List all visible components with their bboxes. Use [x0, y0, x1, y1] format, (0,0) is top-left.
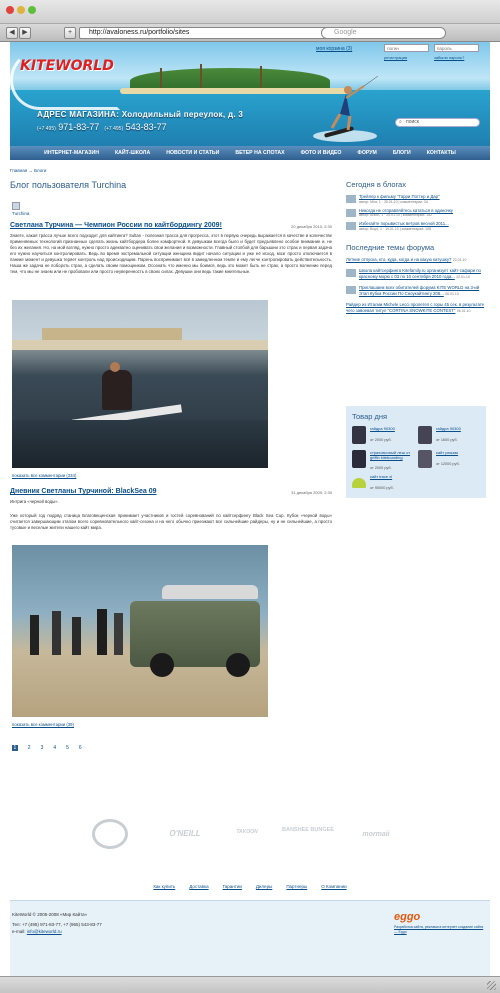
product-name[interactable]: кайт trace xl: [370, 474, 393, 479]
forum-item[interactable]: [346, 257, 490, 263]
phone2-code: (+7 495): [104, 126, 124, 132]
buildings-graphic: [42, 328, 182, 340]
blogs-today-title: Сегодня в блогах: [346, 180, 406, 189]
show-comments-link-1[interactable]: показать все комментарии (334): [12, 473, 77, 478]
shore-graphic: [12, 340, 268, 350]
product-card[interactable]: [352, 450, 412, 470]
footer-link-warranty[interactable]: Гарантии: [222, 884, 242, 889]
forum-item-title[interactable]: Приглашаем всех обитателей форума KITE WORLD на 3-ий Этап Кубка России По Сноукайтингу 206...: [359, 284, 480, 296]
page-1[interactable]: 1: [13, 745, 17, 751]
water-graphic: [12, 420, 268, 468]
main-content: [10, 180, 332, 190]
forum-item-date: 06.01.10: [445, 291, 459, 296]
forum-item[interactable]: [346, 285, 490, 297]
kitesurfer-graphic: [310, 76, 380, 146]
blog-item-title[interactable]: Никогда не отправляйтесь кататься в одиночку: [359, 207, 453, 213]
backpack-image: [418, 450, 432, 468]
blog-item-title[interactable]: Трейлер к фильму "Гарри Поттер и Дар": [359, 194, 440, 199]
pagination: [12, 745, 82, 751]
blog-thumb: [346, 195, 356, 203]
forum-thumb: [346, 286, 356, 294]
email-label: e-mail:: [12, 929, 26, 934]
post-title-2[interactable]: Дневник Светланы Турчиной: BlackSea 09: [10, 488, 157, 495]
blog-thumb: [346, 209, 356, 217]
post-body-1: Знаете, какая трасса лучше всего подходит для кайтинга? Sultan - полезная трасса для прогресса, этот в первую очередь выражается в качестве и количестве применяемых технологий признанных сделать жизнь кайтбордера более комфортной. К девушкам всегда было и будет предъявлено особое внимание и, не без их желания. Но, на мой взгляд, нужно просто адекватно оценивать свои желания и возможности. Главный столбой для барышни это страх и первая задача его нужно научиться контролировать. Ведь во время экстремальной ситуации женщина видит начало ситуации и уже её исход, мозг просто отключается в панике момент и девушка теряет контроль над происходящим. Парень воспринимает всё в замедленном темпе и ему легче контролировать действительность. Наша же задача не побороть страх, а сделать своим помощником. Осознать что именно мы боимся, ведь это может быть не страх, а просто волнение перед тем, что мы не знаем или не пробовали или просто неуверенность в своих силах. Девушки они ведь такие мнительные.: [10, 233, 332, 274]
person-graphic: [72, 617, 81, 655]
footer-phones: Тел: +7 (495) 971-83-77, +7 (965) 543-83-77: [12, 922, 102, 927]
forgot-password-link[interactable]: забыли пароль?: [434, 55, 465, 60]
footer-link-delivery[interactable]: Доставка: [189, 884, 209, 889]
main-menu: [10, 146, 490, 160]
phone1: 971-83-77: [58, 122, 100, 132]
resize-grip-icon[interactable]: [487, 981, 496, 990]
product-card[interactable]: [418, 426, 478, 446]
product-price: от 2000 руб.: [370, 466, 392, 470]
menu-item-contacts[interactable]: КОНТАКТЫ: [426, 150, 456, 156]
password-input[interactable]: [434, 44, 479, 52]
site-search-input[interactable]: [395, 118, 480, 127]
product-card[interactable]: [418, 450, 478, 470]
cart-link[interactable]: моя корзина (3): [316, 46, 353, 52]
blog-thumb: [346, 222, 356, 230]
post-body-2: Уже который год подряд станица Благовещенская принимает участников и гостей соревнований по кайтсерфингу Black Sea Cup. Кубок «черной воды» считается завершающим этапом всего соревновательного кайт-сезона и на него обычно приезжают все сильнейшие райдеры, ну и не сильнейшие, а просто тусовые и веселые жители нашего кайт мира.: [10, 513, 332, 530]
menu-item-school[interactable]: КАЙТ-ШКОЛА: [114, 150, 151, 156]
wetsuit-image: [352, 426, 366, 444]
car-wheel-graphic: [150, 653, 174, 677]
footer-link-dealers[interactable]: Дилеры: [255, 884, 273, 889]
footer-link-about[interactable]: О Компании: [321, 884, 347, 889]
person-graphic: [52, 611, 61, 655]
address-bar[interactable]: http://avaloness.ru/portfolio/sites: [79, 27, 379, 39]
store-address: АДРЕС МАГАЗИНА: Холодильный переулок, д. 3: [37, 110, 244, 119]
blog-item-meta: автор: Mira, 1 · 25.01.10 | комментарии: 34: [359, 199, 428, 204]
blog-item[interactable]: [346, 208, 490, 218]
close-window-icon[interactable]: [6, 6, 14, 14]
add-bookmark-button[interactable]: +: [64, 27, 76, 39]
footer-link-partners[interactable]: Партнеры: [286, 884, 308, 889]
footer-email-row: [12, 928, 102, 935]
brand-swirl-logo[interactable]: [92, 819, 128, 849]
brand-banshee-logo[interactable]: BANSHEE BUNGEE: [282, 827, 334, 833]
forward-button[interactable]: ▶: [19, 27, 31, 39]
product-of-day-title: Товар дня: [352, 412, 388, 421]
eggo-logo[interactable]: eggo: [394, 911, 421, 923]
palm-graphic: [200, 64, 202, 90]
page-title: Блог пользователя Turchina: [10, 180, 127, 190]
person-graphic: [114, 613, 123, 655]
product-card[interactable]: [352, 426, 412, 446]
product-name[interactable]: кайт рюкзак: [436, 450, 459, 455]
kiter-graphic: [102, 370, 132, 410]
site-footer: [10, 900, 490, 976]
page-6[interactable]: 6: [78, 745, 82, 751]
brand-logos: [10, 817, 490, 857]
product-card[interactable]: [352, 474, 412, 494]
browser-toolbar: [0, 24, 500, 42]
avatar[interactable]: [12, 202, 20, 210]
post-intro-2: Интрига «черной воды».: [10, 499, 59, 504]
sidebar: [346, 180, 490, 314]
wetsuit-image: [418, 426, 432, 444]
roof-box-graphic: [162, 585, 258, 599]
menu-item-shop[interactable]: ИНТЕРНЕТ-МАГАЗИН: [44, 150, 99, 156]
show-comments-link-2[interactable]: показать все комментарии (39): [12, 722, 74, 727]
blog-item[interactable]: [346, 221, 490, 231]
person-graphic: [30, 615, 39, 655]
car-wheel-graphic: [226, 653, 250, 677]
store-phones: [37, 122, 167, 132]
footer-contacts: [12, 911, 102, 935]
blog-item-meta: автор: Boyd, 1 · 19.01.10 | комментарии: 108: [359, 226, 431, 231]
menu-item-wind[interactable]: ВЕТЕР НА СПОТАХ: [235, 150, 285, 156]
forum-item[interactable]: [346, 268, 490, 280]
palm-graphic: [260, 66, 262, 90]
copyright: KiteWorld © 2005-2008 «Мир Кайта»: [12, 912, 88, 917]
kite-image: [352, 478, 366, 488]
author-link[interactable]: Turchina: [12, 211, 30, 216]
site-logo[interactable]: KITEWORLD: [20, 58, 114, 74]
back-button[interactable]: ◀: [6, 27, 18, 39]
post-title-1[interactable]: Светлана Турчина — Чемпион России по кайтбордингу 2009!: [10, 222, 222, 229]
forum-item-title[interactable]: Райдер из Италии Michele Lecci пролетел с горы 45 сек. в результате чего завоевал титул "CORTINA SNOWKITE CONTEST": [346, 301, 485, 313]
kiter-head-graphic: [110, 362, 120, 372]
web-page: [10, 42, 490, 976]
site-search-placeholder: поиск: [406, 119, 419, 125]
brand-takoon-logo[interactable]: TAKOON: [236, 829, 258, 835]
post-photo-1[interactable]: [12, 300, 268, 468]
phone2: 543-83-77: [125, 122, 167, 132]
palm-graphic: [160, 68, 162, 90]
login-input[interactable]: [384, 44, 429, 52]
forum-item-title[interactable]: Летние отпуска, кто, куда, когда и на какую катушку?: [346, 256, 452, 262]
product-price: от 2000 руб.: [370, 438, 392, 442]
forum-item-title[interactable]: Школа кайтсерфинга Kitefamily.ru организует кайт-сафари по красному морю с 03 по 10 сентября 2010 года...: [359, 267, 481, 279]
minimize-window-icon[interactable]: [17, 6, 25, 14]
blog-item-title[interactable]: Избегайте порывистых ветров весной 2011...: [359, 221, 449, 226]
forum-topics-title: Последние темы форума: [346, 242, 435, 252]
zoom-window-icon[interactable]: [28, 6, 36, 14]
blog-item[interactable]: [346, 194, 490, 204]
forum-item-date: 06.01.10: [456, 308, 471, 313]
phone1-code: (+7 495): [37, 126, 56, 132]
title-bar: [0, 0, 500, 24]
footer-link-how-to-buy[interactable]: Как купить: [153, 884, 176, 889]
product-price: от 12000 руб.: [436, 462, 460, 466]
product-name[interactable]: страховочный леш от griffin kiteboarding: [370, 450, 411, 460]
page-3[interactable]: 3: [40, 745, 44, 751]
footer-links: [10, 884, 490, 889]
person-graphic: [97, 609, 107, 655]
login-box: [316, 43, 489, 67]
menu-item-news[interactable]: НОВОСТИ И СТАТЬИ: [166, 150, 220, 156]
page-2[interactable]: 2: [27, 745, 31, 751]
product-price: от 90000 руб.: [370, 486, 394, 490]
blog-item-meta: автор: Anton, 1 · 20.01.10 | комментарии: 152: [359, 213, 433, 217]
site-header: [10, 42, 490, 146]
footer-email-link[interactable]: info@kiteworld.ru: [26, 929, 62, 934]
search-icon: ⌕: [399, 119, 402, 125]
product-price: от 1600 руб.: [436, 438, 458, 442]
page-5[interactable]: 5: [66, 745, 69, 751]
register-link[interactable]: регистрация: [384, 55, 408, 60]
post-date-2: 31 декабря 2009, 2:30: [291, 490, 332, 495]
forum-item-date: 22.01.10: [456, 274, 470, 279]
menu-item-media[interactable]: ФОТО И ВИДЕО: [300, 150, 342, 156]
menu-item-forum[interactable]: ФОРУМ: [357, 150, 377, 156]
brand-oneill-logo[interactable]: O'NEILL: [169, 829, 201, 838]
forum-thumb: [346, 269, 356, 277]
breadcrumb[interactable]: Главная → Блоги: [10, 168, 47, 173]
product-of-day: [346, 406, 486, 498]
product-name[interactable]: гайдра 90300: [436, 426, 461, 431]
forum-item[interactable]: [346, 302, 490, 314]
forum-item-date: 22.01.10: [452, 257, 467, 262]
brand-mormaii-logo[interactable]: mormaii: [362, 831, 390, 838]
menu-item-blogs[interactable]: БЛОГИ: [392, 150, 411, 156]
post-date-1: 20 декабря 2010, 2:30: [291, 224, 332, 229]
status-bar: [0, 976, 500, 993]
eggo-credit-link[interactable]: Разработка сайта, реклама в интернет создание сайта — Eggo: [394, 925, 484, 934]
browser-search-field[interactable]: Google: [321, 27, 446, 39]
product-name[interactable]: гайдра 90300: [370, 426, 395, 431]
page-4[interactable]: 4: [53, 745, 57, 751]
post-photo-2[interactable]: [12, 545, 268, 717]
leash-image: [352, 450, 366, 468]
